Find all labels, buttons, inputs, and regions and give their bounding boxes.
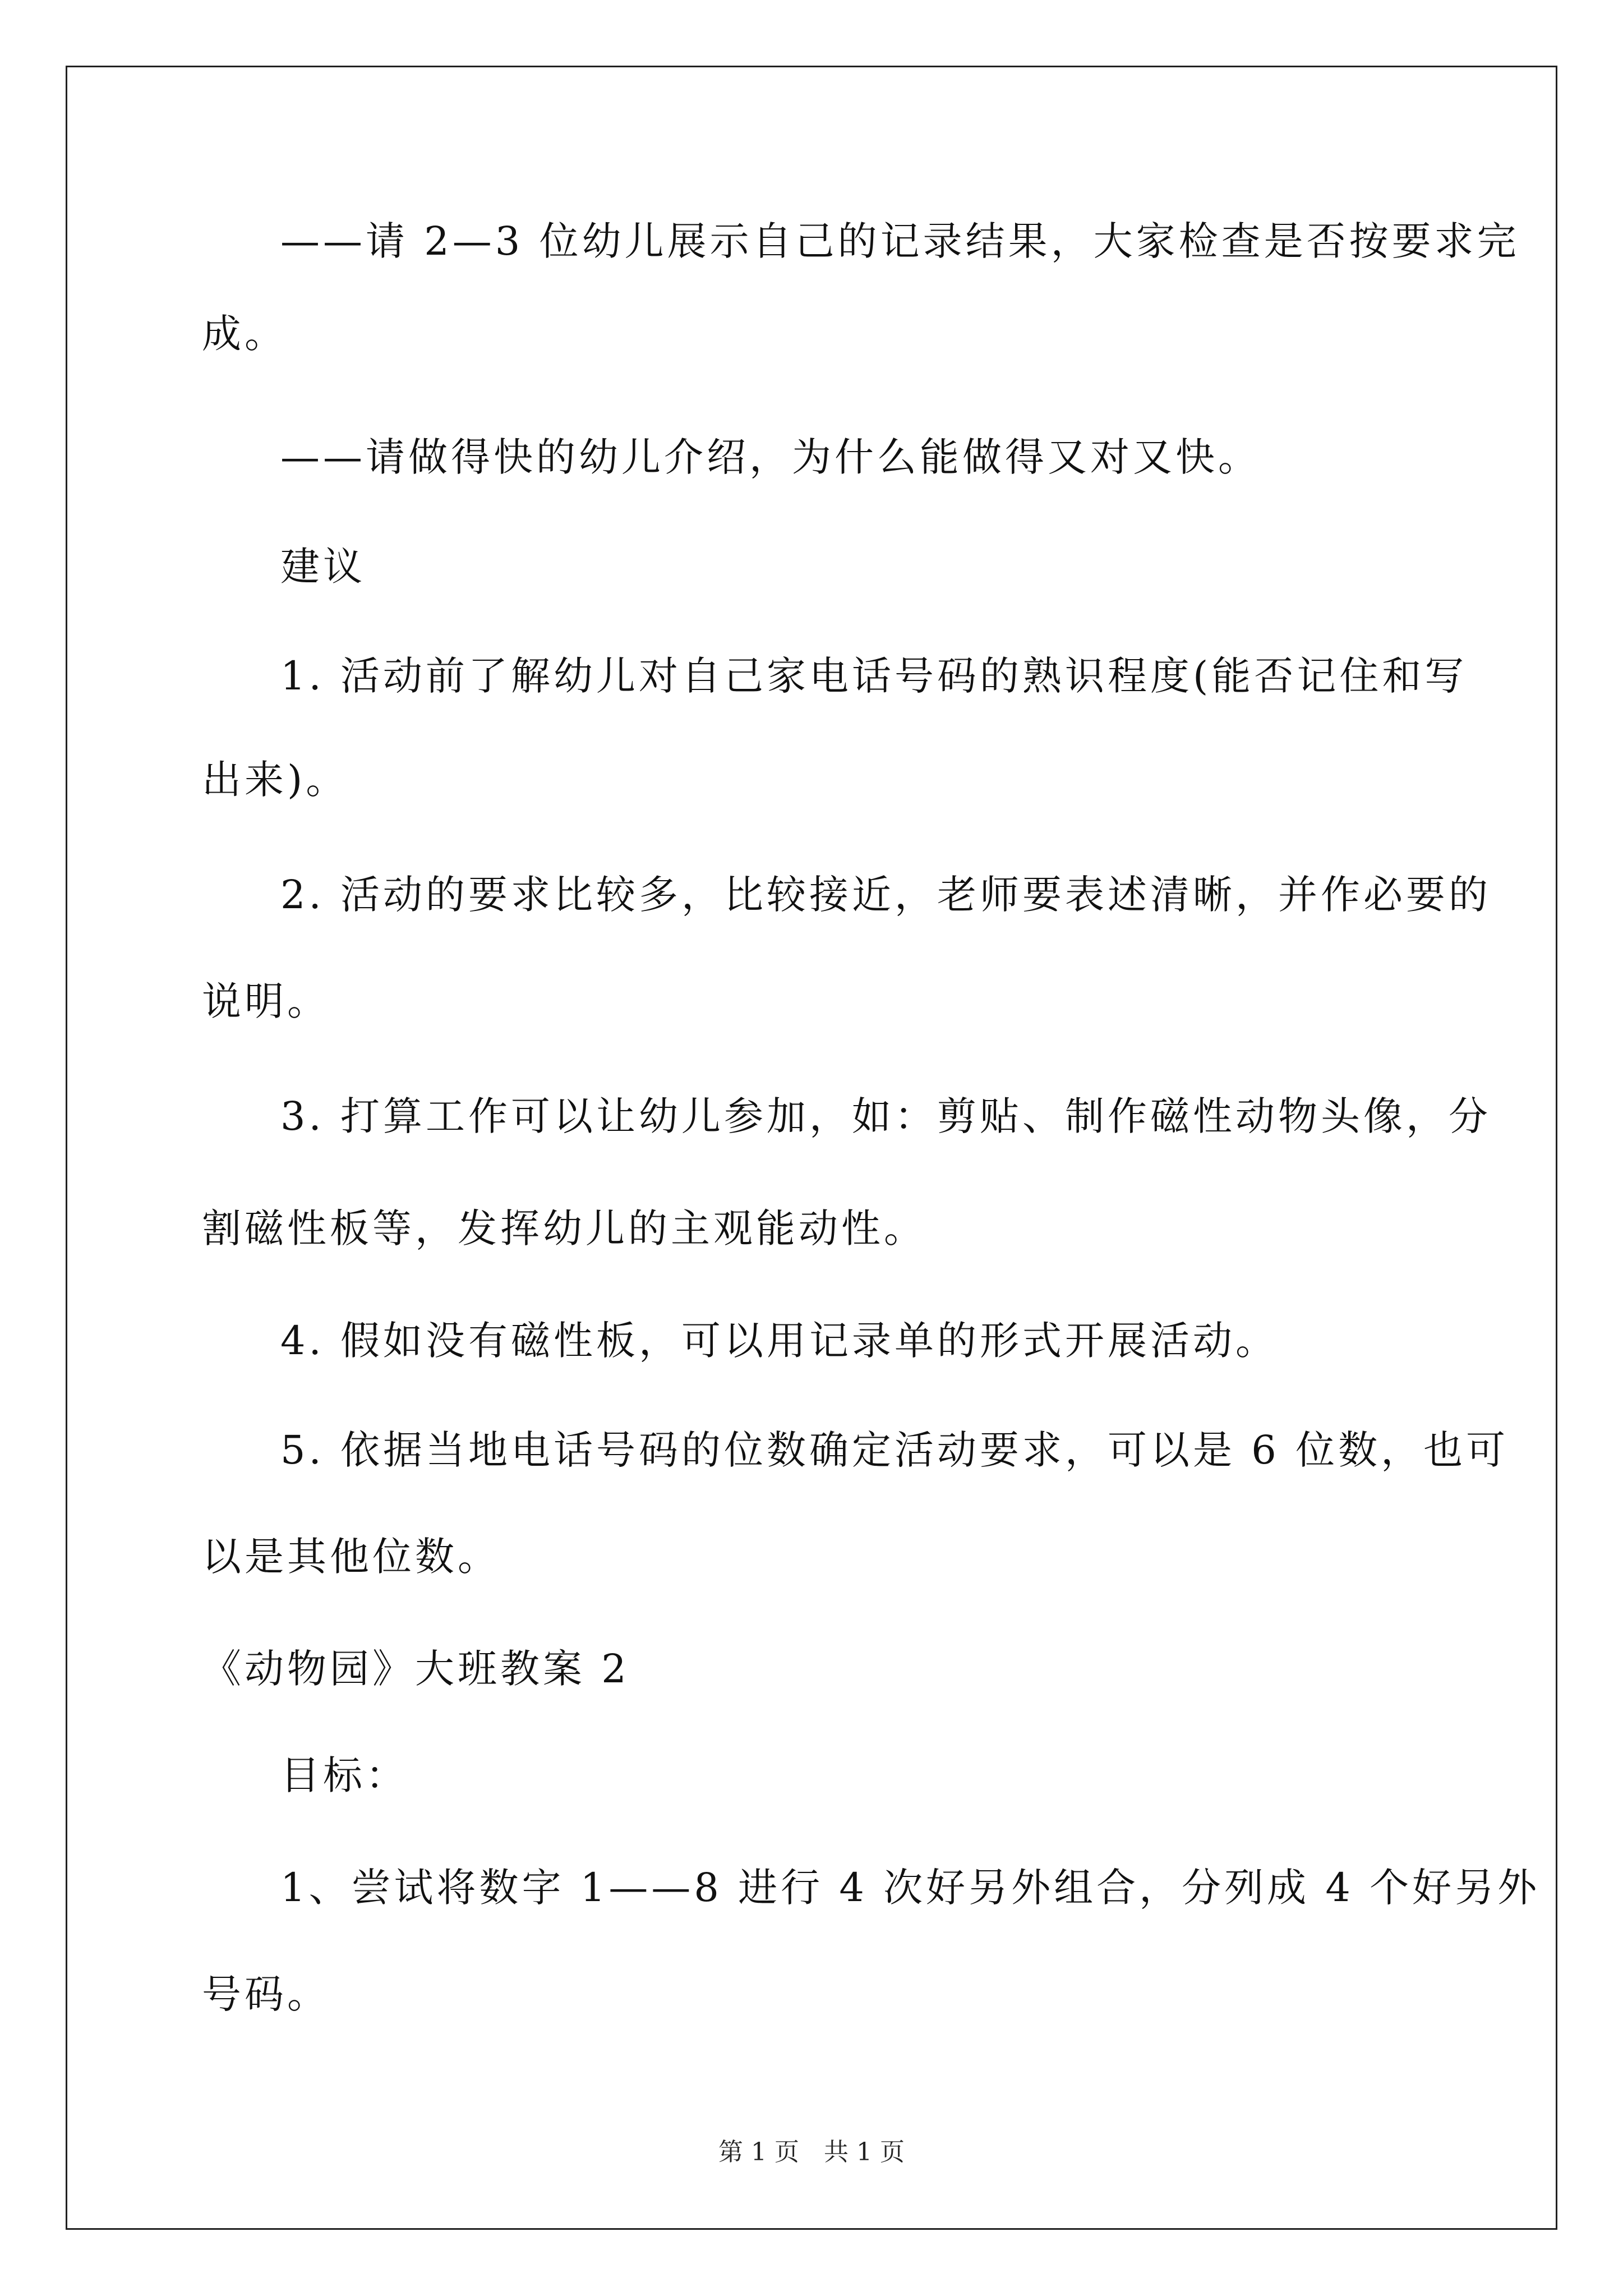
section-heading: 建议: [280, 544, 366, 590]
paragraph-line: 以是其他位数。: [202, 1534, 500, 1580]
paragraph-line: ——请做得快的幼儿介绍，为什么能做得又对又快。: [280, 434, 1261, 480]
page-footer: 第 1 页 共 1 页: [718, 2138, 905, 2166]
paragraph-line: 割磁性板等，发挥幼儿的主观能动性。: [202, 1205, 926, 1251]
paragraph-line: 1、尝试将数字 1——8 进行 4 次好另外组合，分列成 4 个好另外: [280, 1865, 1541, 1911]
paragraph-line: 2. 活动的要求比较多，比较接近，老师要表述清晰，并作必要的: [280, 872, 1492, 918]
paragraph-line: 5. 依据当地电话号码的位数确定活动要求，可以是 6 位数，也可: [280, 1427, 1509, 1473]
paragraph-line: 成。: [202, 311, 287, 357]
section-heading: 目标：: [280, 1752, 408, 1798]
paragraph-line: 4. 假如没有磁性板，可以用记录单的形式开展活动。: [280, 1318, 1279, 1364]
paragraph-line: 说明。: [202, 978, 330, 1024]
section-title: 《动物园》大班教案 2: [202, 1646, 630, 1692]
paragraph-line: 号码。: [202, 1971, 330, 2017]
paragraph-line: 1. 活动前了解幼儿对自己家电话号码的熟识程度(能否记住和写: [280, 653, 1468, 699]
paragraph-line: 出来)。: [202, 757, 349, 803]
paragraph-line: 3. 打算工作可以让幼儿参加，如：剪贴、制作磁性动物头像，分: [280, 1093, 1492, 1139]
paragraph-line: ——请 2—3 位幼儿展示自己的记录结果，大家检查是否按要求完: [280, 218, 1520, 264]
